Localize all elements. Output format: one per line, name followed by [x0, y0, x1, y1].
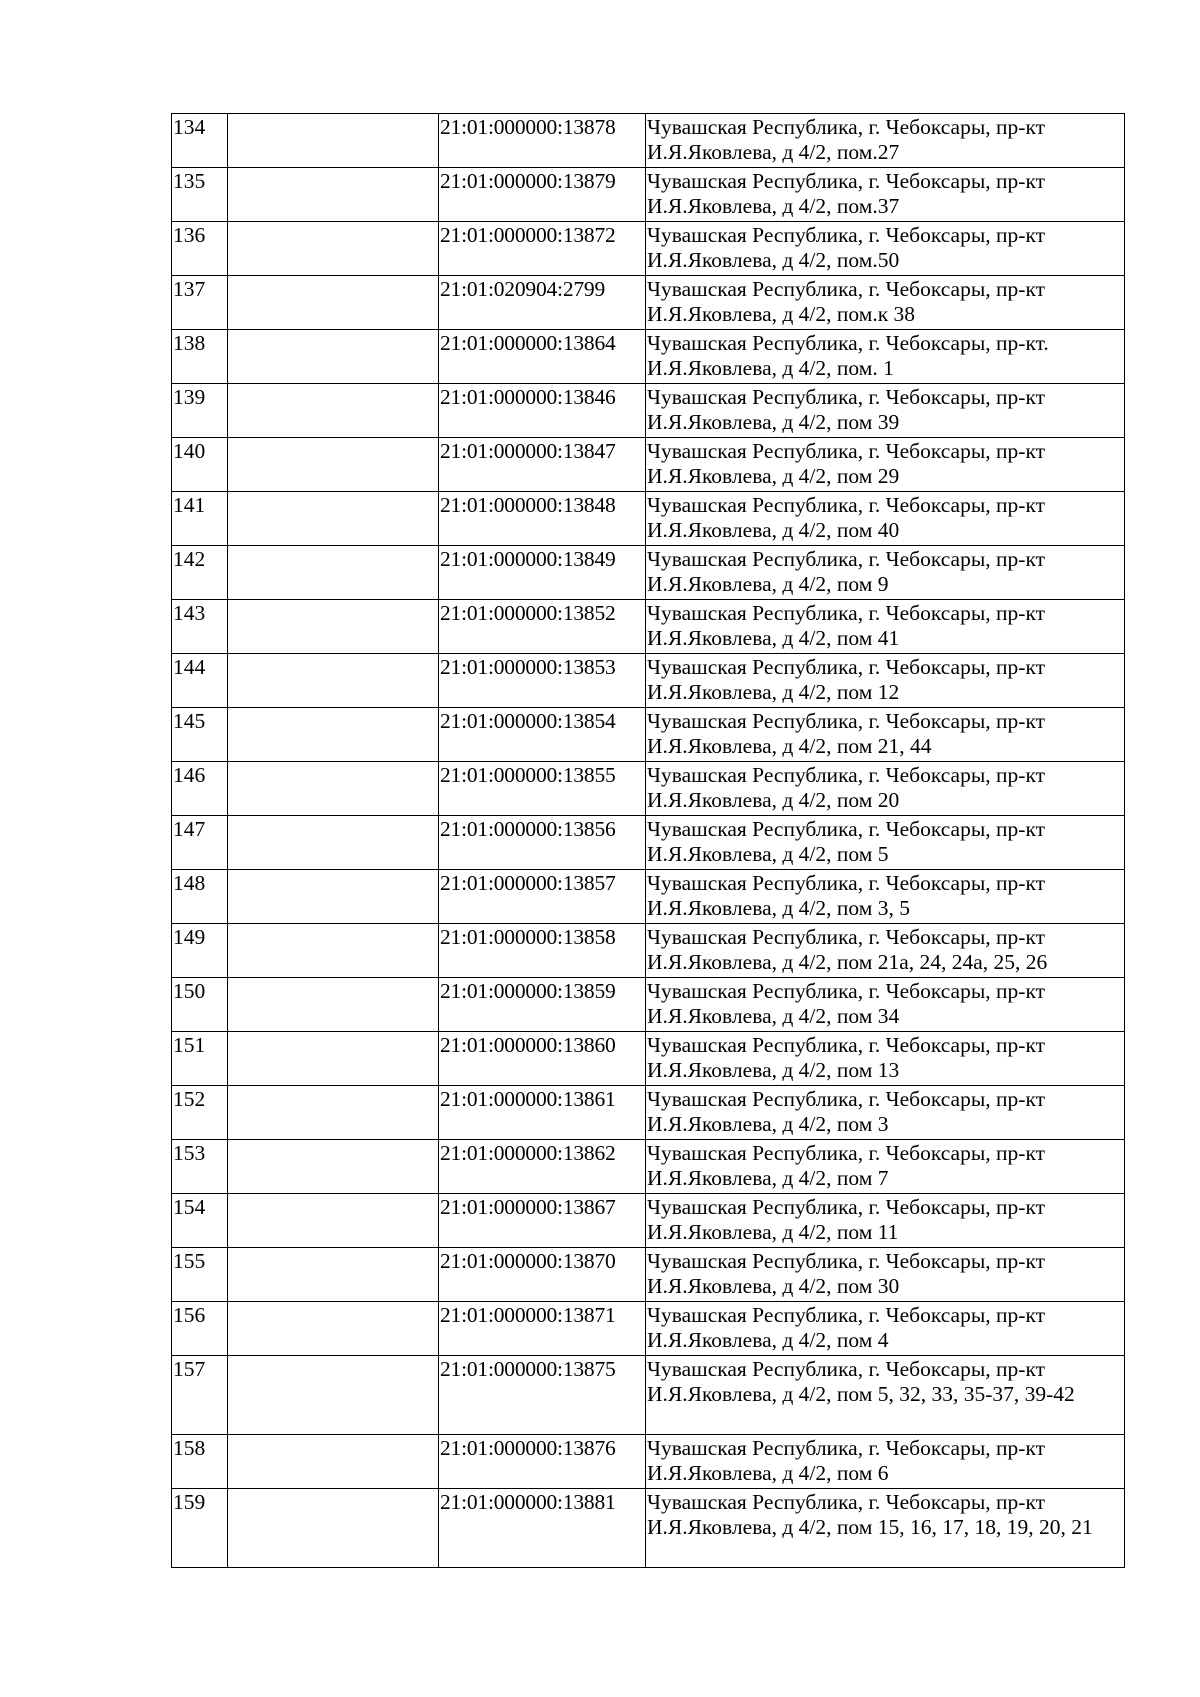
table-row [172, 114, 1125, 168]
table-row [172, 1489, 1125, 1568]
cadastral-number-cell: 21:01:000000:13871 [439, 1302, 646, 1356]
empty-cell [228, 492, 439, 546]
cadastral-number-cell: 21:01:000000:13856 [439, 816, 646, 870]
table-row [172, 1032, 1125, 1086]
row-number-cell: 151 [172, 1032, 228, 1086]
row-number-cell: 150 [172, 978, 228, 1032]
address-cell: Чувашская Республика, г. Чебоксары, пр-кт И.Я.Яковлева, д 4/2, пом 39 [646, 384, 1125, 438]
address-cell: Чувашская Республика, г. Чебоксары, пр-кт И.Я.Яковлева, д 4/2, пом 3, 5 [646, 870, 1125, 924]
address-cell: Чувашская Республика, г. Чебоксары, пр-кт И.Я.Яковлева, д 4/2, пом.50 [646, 222, 1125, 276]
row-number-cell: 158 [172, 1435, 228, 1489]
row-number-cell: 153 [172, 1140, 228, 1194]
address-cell: Чувашская Республика, г. Чебоксары, пр-кт И.Я.Яковлева, д 4/2, пом 40 [646, 492, 1125, 546]
cadastral-number-cell: 21:01:000000:13867 [439, 1194, 646, 1248]
cadastral-number-cell: 21:01:000000:13849 [439, 546, 646, 600]
cadastral-number-cell: 21:01:000000:13855 [439, 762, 646, 816]
table-row [172, 1248, 1125, 1302]
empty-cell [228, 438, 439, 492]
empty-cell [228, 1140, 439, 1194]
address-cell: Чувашская Республика, г. Чебоксары, пр-кт И.Я.Яковлева, д 4/2, пом 5, 32, 33, 35-37, 39-42 [646, 1356, 1125, 1435]
address-cell: Чувашская Республика, г. Чебоксары, пр-кт И.Я.Яковлева, д 4/2, пом 20 [646, 762, 1125, 816]
cadastral-number-cell: 21:01:020904:2799 [439, 276, 646, 330]
table-row [172, 330, 1125, 384]
address-cell: Чувашская Республика, г. Чебоксары, пр-кт И.Я.Яковлева, д 4/2, пом 5 [646, 816, 1125, 870]
address-cell: Чувашская Республика, г. Чебоксары, пр-кт И.Я.Яковлева, д 4/2, пом 15, 16, 17, 18, 19, 20, 21 [646, 1489, 1125, 1568]
address-cell: Чувашская Республика, г. Чебоксары, пр-кт И.Я.Яковлева, д 4/2, пом 11 [646, 1194, 1125, 1248]
empty-cell [228, 816, 439, 870]
row-number-cell: 159 [172, 1489, 228, 1568]
address-cell: Чувашская Республика, г. Чебоксары, пр-кт И.Я.Яковлева, д 4/2, пом 3 [646, 1086, 1125, 1140]
cadastral-number-cell: 21:01:000000:13858 [439, 924, 646, 978]
empty-cell [228, 978, 439, 1032]
cadastral-number-cell: 21:01:000000:13847 [439, 438, 646, 492]
row-number-cell: 156 [172, 1302, 228, 1356]
cadastral-number-cell: 21:01:000000:13879 [439, 168, 646, 222]
row-number-cell: 142 [172, 546, 228, 600]
table-row [172, 492, 1125, 546]
cadastral-number-cell: 21:01:000000:13872 [439, 222, 646, 276]
table-row [172, 924, 1125, 978]
empty-cell [228, 762, 439, 816]
address-cell: Чувашская Республика, г. Чебоксары, пр-кт И.Я.Яковлева, д 4/2, пом 6 [646, 1435, 1125, 1489]
address-cell: Чувашская Республика, г. Чебоксары, пр-кт И.Я.Яковлева, д 4/2, пом 7 [646, 1140, 1125, 1194]
address-cell: Чувашская Республика, г. Чебоксары, пр-кт И.Я.Яковлева, д 4/2, пом 21а, 24, 24а, 25, 26 [646, 924, 1125, 978]
row-number-cell: 155 [172, 1248, 228, 1302]
address-cell: Чувашская Республика, г. Чебоксары, пр-кт. И.Я.Яковлева, д 4/2, пом. 1 [646, 330, 1125, 384]
address-cell: Чувашская Республика, г. Чебоксары, пр-кт И.Я.Яковлева, д 4/2, пом 29 [646, 438, 1125, 492]
address-cell: Чувашская Республика, г. Чебоксары, пр-кт И.Я.Яковлева, д 4/2, пом 13 [646, 1032, 1125, 1086]
empty-cell [228, 924, 439, 978]
empty-cell [228, 114, 439, 168]
address-cell: Чувашская Республика, г. Чебоксары, пр-кт И.Я.Яковлева, д 4/2, пом 4 [646, 1302, 1125, 1356]
row-number-cell: 148 [172, 870, 228, 924]
address-cell: Чувашская Республика, г. Чебоксары, пр-кт И.Я.Яковлева, д 4/2, пом 30 [646, 1248, 1125, 1302]
row-number-cell: 157 [172, 1356, 228, 1435]
row-number-cell: 147 [172, 816, 228, 870]
cadastral-number-cell: 21:01:000000:13870 [439, 1248, 646, 1302]
cadastral-number-cell: 21:01:000000:13854 [439, 708, 646, 762]
address-cell: Чувашская Республика, г. Чебоксары, пр-кт И.Я.Яковлева, д 4/2, пом 41 [646, 600, 1125, 654]
cadastral-number-cell: 21:01:000000:13881 [439, 1489, 646, 1568]
empty-cell [228, 600, 439, 654]
cadastral-number-cell: 21:01:000000:13853 [439, 654, 646, 708]
empty-cell [228, 384, 439, 438]
table-row [172, 276, 1125, 330]
cadastral-number-cell: 21:01:000000:13852 [439, 600, 646, 654]
table-row [172, 222, 1125, 276]
row-number-cell: 135 [172, 168, 228, 222]
table-row [172, 1194, 1125, 1248]
row-number-cell: 154 [172, 1194, 228, 1248]
empty-cell [228, 1248, 439, 1302]
table-row [172, 762, 1125, 816]
empty-cell [228, 1356, 439, 1435]
empty-cell [228, 1194, 439, 1248]
row-number-cell: 144 [172, 654, 228, 708]
table-row [172, 1140, 1125, 1194]
cadastral-number-cell: 21:01:000000:13875 [439, 1356, 646, 1435]
row-number-cell: 143 [172, 600, 228, 654]
table-row [172, 600, 1125, 654]
row-number-cell: 136 [172, 222, 228, 276]
table-row [172, 546, 1125, 600]
row-number-cell: 138 [172, 330, 228, 384]
address-cell: Чувашская Республика, г. Чебоксары, пр-кт И.Я.Яковлева, д 4/2, пом 34 [646, 978, 1125, 1032]
table-row [172, 708, 1125, 762]
property-registry-table [171, 113, 1125, 1568]
empty-cell [228, 222, 439, 276]
empty-cell [228, 546, 439, 600]
cadastral-number-cell: 21:01:000000:13862 [439, 1140, 646, 1194]
cadastral-number-cell: 21:01:000000:13860 [439, 1032, 646, 1086]
row-number-cell: 139 [172, 384, 228, 438]
empty-cell [228, 1302, 439, 1356]
empty-cell [228, 1032, 439, 1086]
table-row [172, 1302, 1125, 1356]
table-row [172, 1435, 1125, 1489]
empty-cell [228, 1086, 439, 1140]
table-row [172, 1086, 1125, 1140]
cadastral-number-cell: 21:01:000000:13848 [439, 492, 646, 546]
table-row [172, 870, 1125, 924]
row-number-cell: 140 [172, 438, 228, 492]
row-number-cell: 141 [172, 492, 228, 546]
empty-cell [228, 168, 439, 222]
table-row [172, 384, 1125, 438]
empty-cell [228, 870, 439, 924]
table-row [172, 1356, 1125, 1435]
table-row [172, 654, 1125, 708]
table-row [172, 438, 1125, 492]
address-cell: Чувашская Республика, г. Чебоксары, пр-кт И.Я.Яковлева, д 4/2, пом.37 [646, 168, 1125, 222]
registry-table-body [172, 114, 1125, 1568]
cadastral-number-cell: 21:01:000000:13876 [439, 1435, 646, 1489]
address-cell: Чувашская Республика, г. Чебоксары, пр-кт И.Я.Яковлева, д 4/2, пом.к 38 [646, 276, 1125, 330]
cadastral-number-cell: 21:01:000000:13846 [439, 384, 646, 438]
row-number-cell: 152 [172, 1086, 228, 1140]
address-cell: Чувашская Республика, г. Чебоксары, пр-кт И.Я.Яковлева, д 4/2, пом 12 [646, 654, 1125, 708]
table-row [172, 168, 1125, 222]
cadastral-number-cell: 21:01:000000:13878 [439, 114, 646, 168]
empty-cell [228, 330, 439, 384]
cadastral-number-cell: 21:01:000000:13857 [439, 870, 646, 924]
address-cell: Чувашская Республика, г. Чебоксары, пр-кт И.Я.Яковлева, д 4/2, пом.27 [646, 114, 1125, 168]
cadastral-number-cell: 21:01:000000:13859 [439, 978, 646, 1032]
empty-cell [228, 1435, 439, 1489]
row-number-cell: 146 [172, 762, 228, 816]
address-cell: Чувашская Республика, г. Чебоксары, пр-кт И.Я.Яковлева, д 4/2, пом 21, 44 [646, 708, 1125, 762]
address-cell: Чувашская Республика, г. Чебоксары, пр-кт И.Я.Яковлева, д 4/2, пом 9 [646, 546, 1125, 600]
empty-cell [228, 654, 439, 708]
table-row [172, 978, 1125, 1032]
table-row [172, 816, 1125, 870]
empty-cell [228, 1489, 439, 1568]
row-number-cell: 145 [172, 708, 228, 762]
cadastral-number-cell: 21:01:000000:13861 [439, 1086, 646, 1140]
empty-cell [228, 276, 439, 330]
row-number-cell: 137 [172, 276, 228, 330]
empty-cell [228, 708, 439, 762]
row-number-cell: 134 [172, 114, 228, 168]
cadastral-number-cell: 21:01:000000:13864 [439, 330, 646, 384]
row-number-cell: 149 [172, 924, 228, 978]
